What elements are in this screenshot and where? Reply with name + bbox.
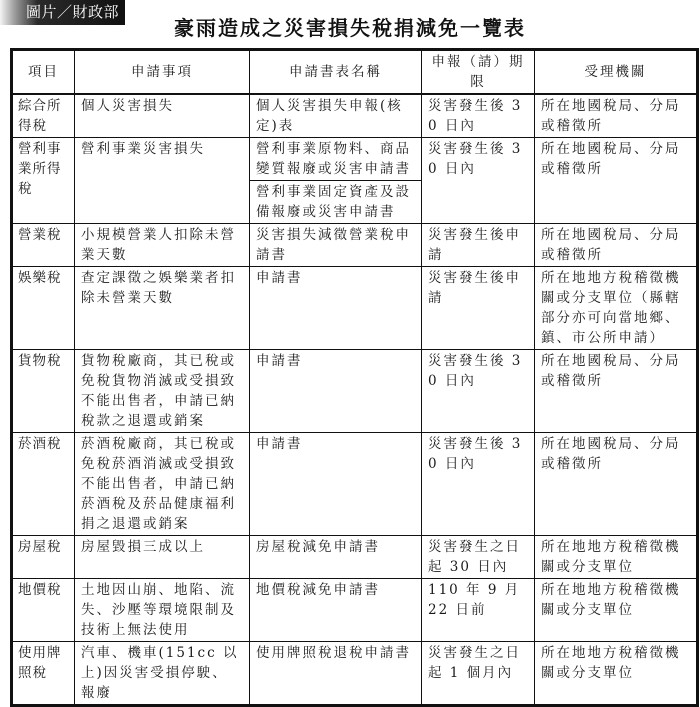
row-agency: 所在地國稅局、分局或稽徵所 — [535, 433, 698, 536]
row-forms: 地價稅減免申請書 — [250, 579, 422, 642]
row-matter: 土地因山崩、地陷、流失、沙壓等環境限制及技術上無法使用 — [75, 579, 250, 642]
row-item: 營利事業所得稅 — [12, 138, 75, 224]
table-row — [12, 433, 698, 536]
row-deadline: 災害發生之日起 30 日內 — [422, 536, 535, 579]
page-title: 豪雨造成之災害損失稅捐減免一覽表 — [174, 16, 526, 40]
table-row — [12, 350, 698, 433]
row-forms: 申請書 — [250, 267, 422, 350]
row-deadline: 災害發生之日起 1 個月內 — [422, 642, 535, 706]
form-name: 營利事業原物料、商品變質報廢或災害申請書 — [256, 141, 411, 177]
form-name: 營利事業固定資產及設備報廢或災害申請書 — [250, 180, 421, 223]
row-item: 使用牌照稅 — [12, 642, 75, 706]
row-item: 菸酒稅 — [12, 433, 75, 536]
row-forms: 個人災害損失申報(核定)表 — [250, 94, 422, 138]
tax-relief-table — [10, 48, 699, 707]
row-agency: 所在地地方稅稽徵機關或分支單位 — [535, 642, 698, 706]
header-agency: 受理機關 — [535, 50, 698, 95]
row-matter: 個人災害損失 — [75, 94, 250, 138]
row-forms: 房屋稅減免申請書 — [250, 536, 422, 579]
row-agency: 所在地國稅局、分局或稽徵所 — [535, 224, 698, 267]
row-forms: 申請書 — [250, 350, 422, 433]
row-agency: 所在地地方稅稽徵機關或分支單位（縣轄部分亦可向當地鄉、鎮、市公所申請） — [535, 267, 698, 350]
row-agency: 所在地地方稅稽徵機關或分支單位 — [535, 536, 698, 579]
row-agency: 所在地國稅局、分局或稽徵所 — [535, 350, 698, 433]
row-item: 營業稅 — [12, 224, 75, 267]
row-agency: 所在地地方稅稽徵機關或分支單位 — [535, 579, 698, 642]
row-matter: 貨物稅廠商，其已稅或免稅貨物消滅或受損致不能出售者，申請已納稅款之退還或銷案 — [75, 350, 250, 433]
row-item: 房屋稅 — [12, 536, 75, 579]
row-item: 綜合所得稅 — [12, 94, 75, 138]
row-matter: 查定課徵之娛樂業者扣除未營業天數 — [75, 267, 250, 350]
table-row — [12, 94, 698, 138]
row-deadline: 災害發生後申請 — [422, 224, 535, 267]
row-forms: 災害損失減徵營業稅申請書 — [250, 224, 422, 267]
row-item: 貨物稅 — [12, 350, 75, 433]
header-matter: 申請事項 — [75, 50, 250, 95]
row-agency: 所在地國稅局、分局或稽徵所 — [535, 94, 698, 138]
row-matter: 營利事業災害損失 — [75, 138, 250, 224]
row-matter: 小規模營業人扣除未營業天數 — [75, 224, 250, 267]
header-deadline: 申報（請）期限 — [422, 50, 535, 95]
table-row — [12, 536, 698, 579]
row-deadline: 災害發生後 30 日內 — [422, 94, 535, 138]
row-deadline: 災害發生後 30 日內 — [422, 433, 535, 536]
row-agency: 所在地國稅局、分局或稽徵所 — [535, 138, 698, 224]
row-forms: 使用牌照稅退稅申請書 — [250, 642, 422, 706]
row-matter: 房屋毀損三成以上 — [75, 536, 250, 579]
table-row — [12, 579, 698, 642]
row-forms — [250, 138, 422, 224]
table-row — [12, 224, 698, 267]
table-row — [12, 138, 698, 224]
row-matter: 菸酒稅廠商，其已稅或免稅菸酒消滅或受損致不能出售者，申請已納菸酒稅及菸品健康福利捐之退還或銷案 — [75, 433, 250, 536]
row-deadline: 災害發生後申請 — [422, 267, 535, 350]
row-deadline: 災害發生後 30 日內 — [422, 350, 535, 433]
row-item: 地價稅 — [12, 579, 75, 642]
row-matter: 汽車、機車(151cc 以上)因災害受損停駛、報廢 — [75, 642, 250, 706]
table-row — [12, 267, 698, 350]
header-forms: 申請書表名稱 — [250, 50, 422, 95]
row-deadline: 災害發生後 30 日內 — [422, 138, 535, 224]
header-item: 項目 — [12, 50, 75, 95]
image-credit-badge: 圖片／財政部 — [0, 0, 125, 25]
table-row — [12, 642, 698, 706]
row-deadline: 110 年 9 月 22 日前 — [422, 579, 535, 642]
row-item: 娛樂稅 — [12, 267, 75, 350]
row-forms: 申請書 — [250, 433, 422, 536]
table-header-row — [12, 50, 698, 95]
